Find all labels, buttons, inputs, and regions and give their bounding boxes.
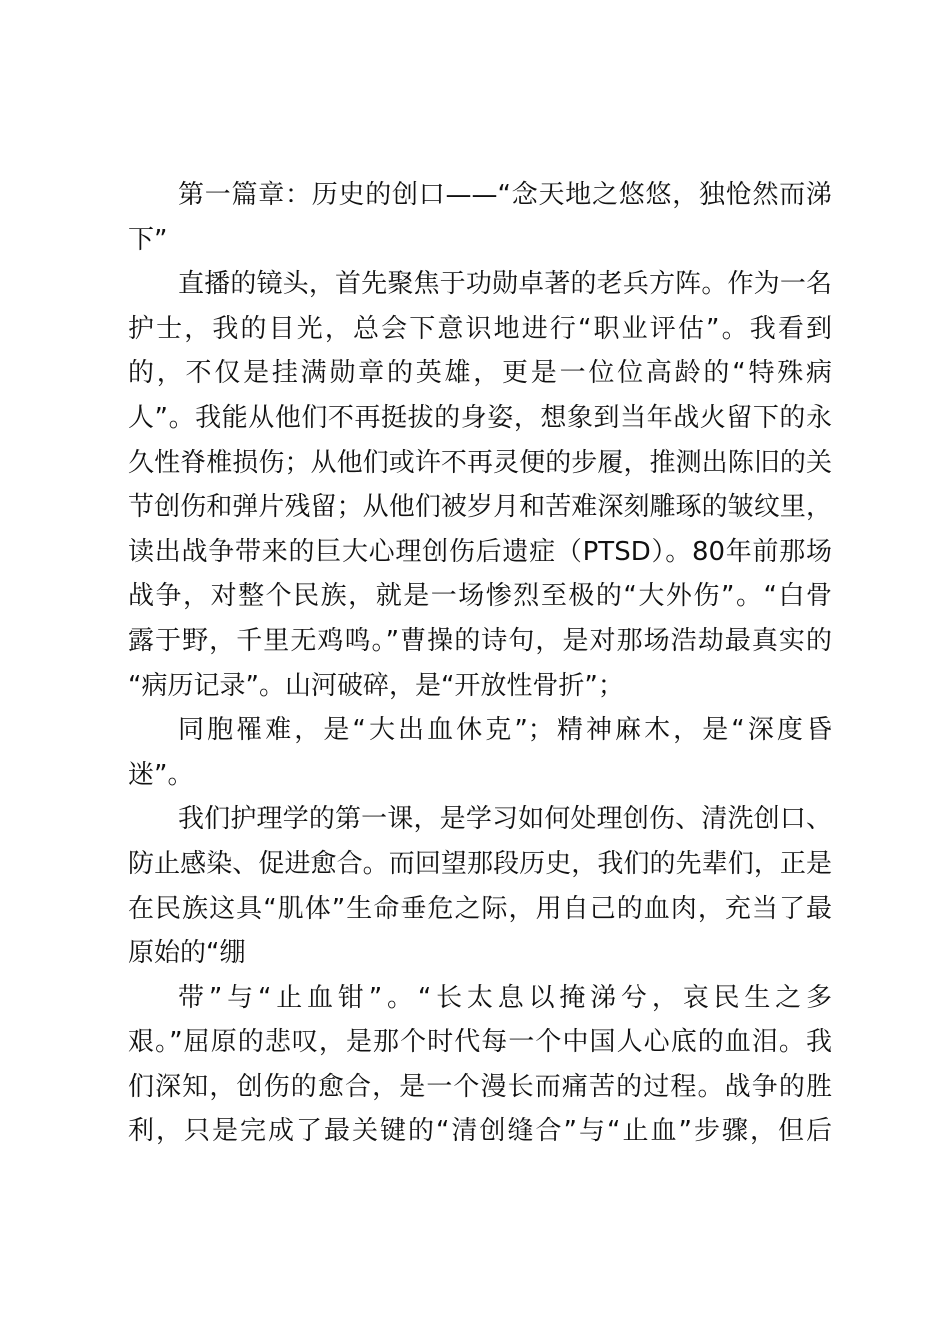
paragraph-line: 迷”。 (128, 759, 194, 790)
paragraph-line: 战争，对整个民族，就是一场惨烈至极的“大外伤”。“白骨 (128, 581, 832, 612)
chapter-heading-line: 下” (128, 224, 168, 255)
paragraph-line: 我们护理学的第一课，是学习如何处理创伤、清洗创口、 (178, 804, 832, 835)
paragraph-line: 艰。”屈原的悲叹，是那个时代每一个中国人心底的血泪。我 (128, 1027, 832, 1058)
paragraph-line: 防止感染、促进愈合。而回望那段历史，我们的先辈们，正是 (128, 848, 832, 879)
paragraph-line: 读出战争带来的巨大心理创伤后遗症（PTSD）。80年前那场 (128, 536, 832, 567)
paragraph-line: 节创伤和弹片残留；从他们被岁月和苦难深刻雕琢的皱纹里， (128, 492, 832, 523)
paragraph-line: 的，不仅是挂满勋章的英雄，更是一位位高龄的“特殊病 (128, 358, 832, 389)
paragraph-line: 利，只是完成了最关键的“清创缝合”与“止血”步骤，但后 (128, 1116, 832, 1147)
paragraph-line: 直播的镜头，首先聚焦于功勋卓著的老兵方阵。作为一名 (178, 269, 832, 300)
paragraph-line: 久性脊椎损伤；从他们或许不再灵便的步履，推测出陈旧的关 (128, 447, 832, 478)
paragraph-line: 们深知，创伤的愈合，是一个漫长而痛苦的过程。战争的胜 (128, 1071, 832, 1102)
paragraph-line: 在民族这具“肌体”生命垂危之际，用自己的血肉，充当了最 (128, 893, 832, 924)
paragraph-line: 人”。我能从他们不再挺拔的身姿，想象到当年战火留下的永 (128, 402, 832, 433)
document-body (128, 173, 832, 1154)
paragraph-line: “病历记录”。山河破碎，是“开放性骨折”； (128, 670, 624, 701)
paragraph-line: 带”与“止血钳”。“长太息以掩涕兮，哀民生之多 (178, 982, 832, 1013)
paragraph-line: 露于野，千里无鸡鸣。”曹操的诗句，是对那场浩劫最真实的 (128, 625, 832, 656)
chapter-heading-line: 第一篇章：历史的创口——“念天地之悠悠，独怆然而涕 (178, 180, 832, 210)
paragraph-line: 原始的“绷 (128, 938, 246, 969)
paragraph-line: 护士，我的目光，总会下意识地进行“职业评估”。我看到 (128, 313, 832, 344)
paragraph-line: 同胞罹难，是“大出血休克”；精神麻木，是“深度昏 (178, 715, 832, 746)
